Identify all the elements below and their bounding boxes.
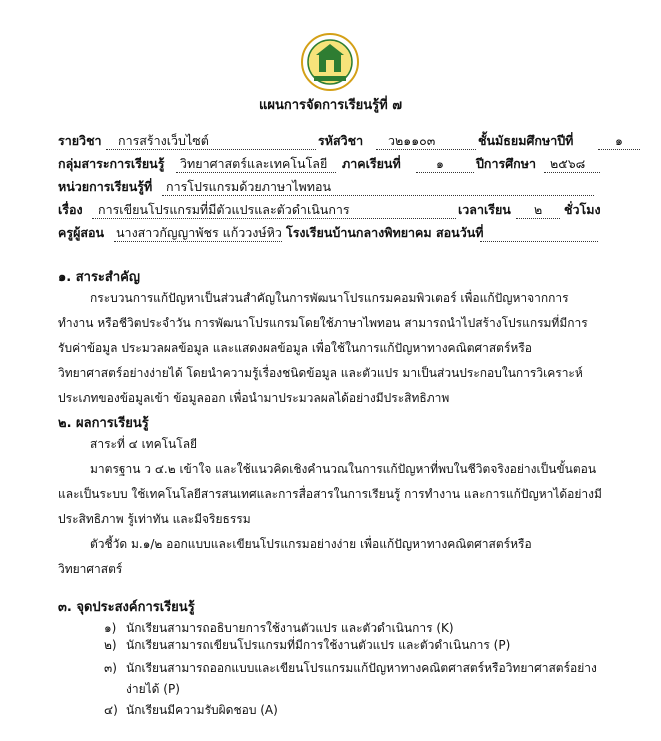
code-value: ว๒๑๑๐๓ [388, 133, 436, 148]
time-value: ๒ [534, 202, 543, 217]
topic-label: เรื่อง [58, 202, 83, 217]
info-row-group [58, 154, 603, 174]
section1-line: ทำงาน หรือชีวิตประจำวัน การพัฒนาโปรแกรมโดยใช้ภาษาไพทอน สามารถนำไปสร้างโปรแกรมที่มีการ [58, 316, 588, 330]
section3-heading: ๓. จุดประสงค์การเรียนรู้ [58, 600, 195, 615]
semester-label: ภาคเรียนที่ [342, 156, 401, 171]
objective-number: ๑) [104, 621, 117, 635]
objective-text-continued: ง่ายได้ (P) [126, 682, 180, 696]
school-label: โรงเรียนบ้านกลางพิทยาคม สอนวันที่ [286, 225, 484, 240]
info-row-topic [58, 200, 603, 220]
teacher-label: ครูผู้สอน [58, 225, 105, 240]
section1-line: ประเภทของข้อมูลเข้า ข้อมูลออก เพื่อนำมาประมวลผลได้อย่างมีประสิทธิภาพ [58, 391, 450, 405]
info-row-unit [58, 177, 603, 197]
code-label: รหัสวิชา [318, 133, 364, 148]
strand-line: สาระที่ ๔ เทคโนโลยี [90, 437, 198, 451]
topic-value: การเขียนโปรแกรมที่มีตัวแปรและตัวดำเนินการ [98, 202, 350, 217]
indicator-line: ตัวชี้วัด ม.๑/๒ ออกแบบและเขียนโปรแกรมอย่างง่าย เพื่อแก้ปัญหาทางคณิตศาสตร์หรือ [90, 537, 532, 551]
objective-number: ๒) [104, 638, 117, 652]
objective-text: นักเรียนสามารถออกแบบและเขียนโปรแกรมแก้ปัญหาทางคณิตศาสตร์หรือวิทยาศาสตร์อย่าง [126, 661, 597, 675]
objective-number: ๔) [104, 703, 118, 717]
indicator-line: วิทยาศาสตร์ [58, 562, 123, 576]
objective-number: ๓) [104, 661, 117, 675]
section1-line: รับค่าข้อมูล ประมวลผลข้อมูล และแสดงผลข้อมูล เพื่อใช้ในการแก้ปัญหาทางคณิตศาสตร์หรือ [58, 341, 532, 355]
objective-text: นักเรียนมีความรับผิดชอบ (A) [126, 703, 278, 717]
standard-line: มาตรฐาน ว ๔.๒ เข้าใจ และใช้แนวคิดเชิงคำนวณในการแก้ปัญหาที่พบในชีวิตจริงอย่างเป็นขั้นตอน [90, 462, 597, 476]
info-row-teacher [58, 223, 603, 243]
year-label: ปีการศึกษา [476, 156, 536, 171]
grade-label: ชั้นมัธยมศึกษาปีที่ [478, 133, 574, 148]
hours-label: ชั่วโมง [564, 202, 601, 217]
subject-label: รายวิชา [58, 133, 102, 148]
time-label: เวลาเรียน [458, 202, 511, 217]
grade-value: ๑ [615, 133, 623, 148]
objective-text: นักเรียนสามารถเขียนโปรแกรมที่มีการใช้งานตัวแปร และตัวดำเนินการ (P) [126, 638, 511, 652]
section1-line: วิทยาศาสตร์อย่างง่ายได้ โดยนำความรู้เรื่องชนิดข้อมูล และตัวแปร มาเป็นส่วนประกอบในการวิเคราะห์ [58, 366, 583, 380]
section2-paragraph [58, 432, 608, 582]
standard-line: ประสิทธิภาพ รู้เท่าทัน และมีจริยธรรม [58, 512, 251, 526]
section1-line: กระบวนการแก้ปัญหาเป็นส่วนสำคัญในการพัฒนาโปรแกรมคอมพิวเตอร์ เพื่อแก้ปัญหาจากการ [90, 291, 569, 305]
page-title: แผนการจัดการเรียนรู้ที่ ๗ [258, 98, 403, 113]
section1-paragraph [58, 286, 608, 411]
group-label: กลุ่มสาระการเรียนรู้ [58, 156, 165, 171]
subject-value: การสร้างเว็บไซต์ [118, 133, 209, 148]
year-value: ๒๕๖๘ [550, 156, 586, 171]
unit-label: หน่วยการเรียนรู้ที่ [58, 179, 153, 194]
school-logo [300, 32, 360, 92]
semester-field [416, 154, 474, 173]
group-value: วิทยาศาสตร์และเทคโนโลยี [180, 156, 328, 171]
objective-text: นักเรียนสามารถอธิบายการใช้งานตัวแปร และตัวดำเนินการ (K) [126, 621, 454, 635]
standard-line: และเป็นระบบ ใช้เทคโนโลยีสารสนเทศและการสื่อสารในการเรียนรู้ การทำงาน และการแก้ปัญหาได้อย่างมี [58, 487, 602, 501]
teacher-value: นางสาวกัญญาพัชร แก้ววงษ์หิว [116, 225, 282, 240]
unit-value: การโปรแกรมด้วยภาษาไพทอน [166, 179, 332, 194]
semester-value: ๑ [436, 156, 444, 171]
date-field [480, 223, 598, 242]
info-row-subject [58, 131, 623, 151]
section1-heading: ๑. สาระสำคัญ [58, 270, 140, 285]
section2-heading: ๒. ผลการเรียนรู้ [58, 416, 149, 431]
